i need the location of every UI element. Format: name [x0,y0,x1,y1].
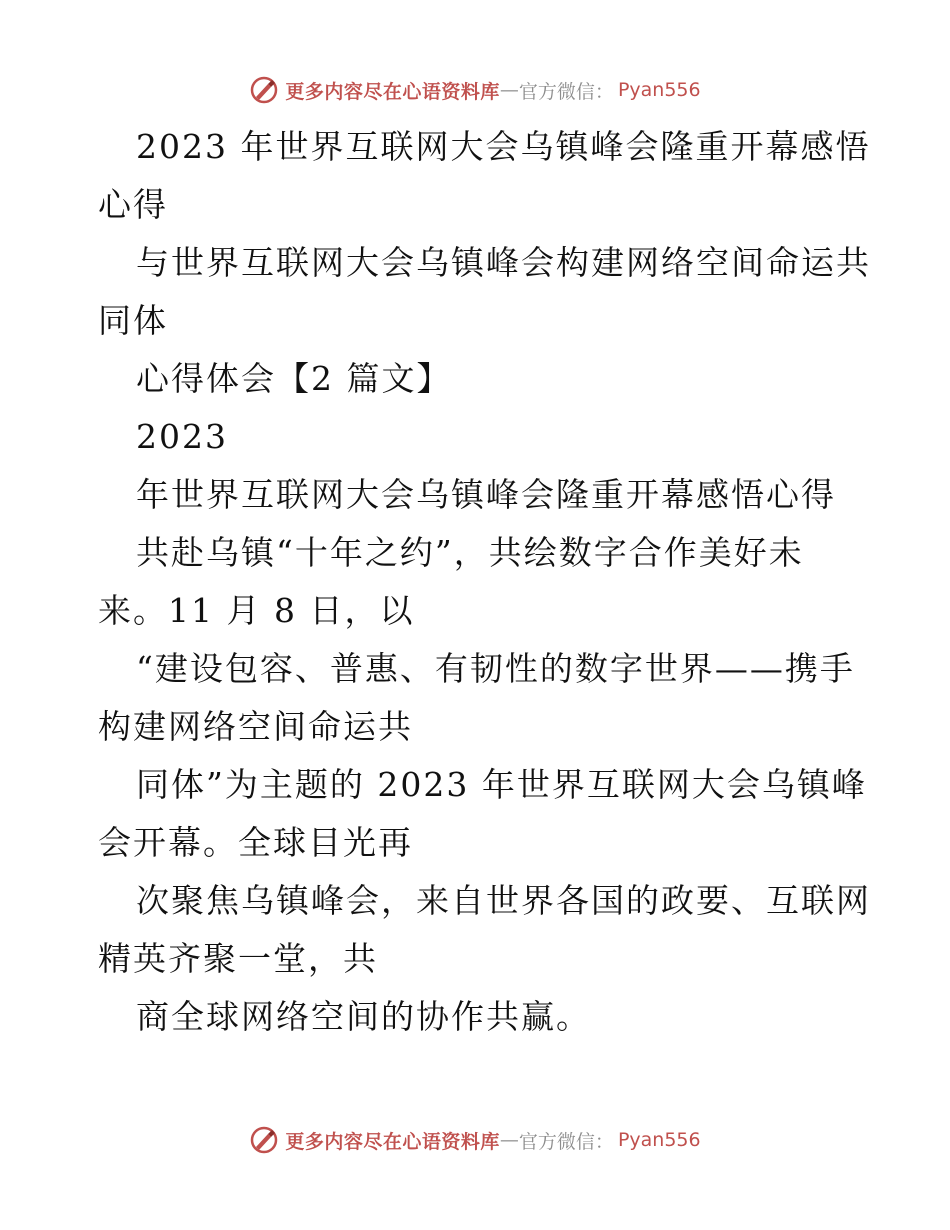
document-line: 年世界互联网大会乌镇峰会隆重开幕感悟心得 [136,475,836,514]
document-line: 同体 [98,301,168,340]
watermark-separator: — [499,79,519,101]
pen-logo-icon [249,1125,279,1155]
document-line: 心得 [98,185,168,224]
document-line: 与世界互联网大会乌镇峰会构建网络空间命运共 [136,243,871,282]
watermark-label: 官方微信： [518,80,614,103]
document-line: 商全球网络空间的协作共赢。 [136,997,591,1036]
document-line: 构建网络空间命运共 [98,707,413,746]
watermark-separator: — [499,1129,519,1151]
document-line: 共赴乌镇“十年之约”，共绘数字合作美好未 [136,533,804,572]
watermark-wechat-id: Pyan556 [617,79,701,101]
document-line: “建设包容、普惠、有韧性的数字世界——携手 [136,649,855,688]
pen-logo-icon [249,75,279,105]
document-line: 精英齐聚一堂，共 [98,939,378,978]
document-line: 2023 年世界互联网大会乌镇峰会隆重开幕感悟 [136,127,871,166]
watermark-wechat-id: Pyan556 [617,1129,701,1151]
page-header-watermark [0,70,950,110]
watermark-label: 官方微信： [518,1130,614,1153]
document-line: 心得体会【2 篇文】 [136,359,452,398]
document-line: 会开幕。全球目光再 [98,823,413,862]
page-footer-watermark [0,1120,950,1160]
watermark-brand: 更多内容尽在心语资料库 [285,80,500,103]
document-body [98,118,871,1046]
watermark-brand: 更多内容尽在心语资料库 [285,1130,500,1153]
document-line: 同体”为主题的 2023 年世界互联网大会乌镇峰 [136,765,867,804]
document-line: 来。11 月 8 日，以 [98,591,415,630]
document-line: 2023 [136,417,228,456]
document-line: 次聚焦乌镇峰会，来自世界各国的政要、互联网 [136,881,871,920]
